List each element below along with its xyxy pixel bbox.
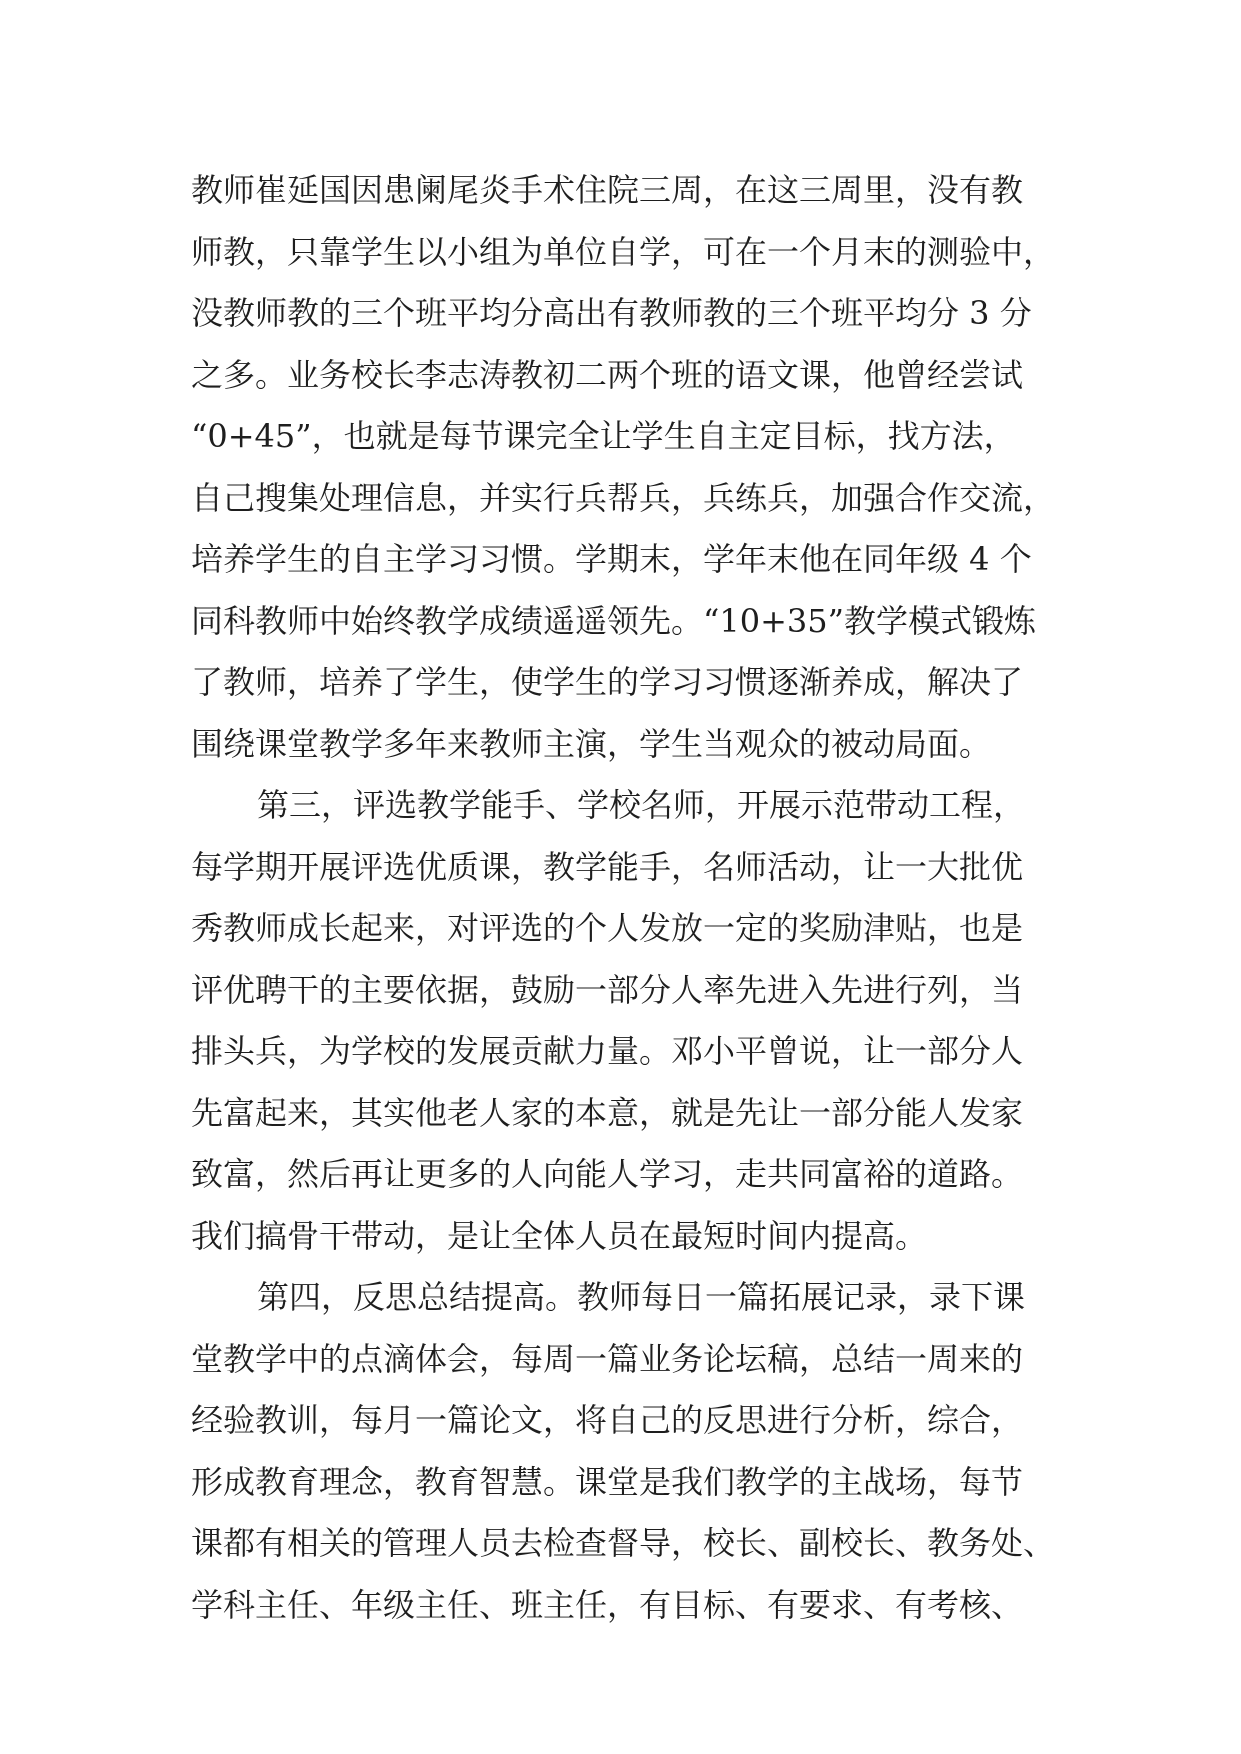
text-line: 教师崔延国因患阑尾炎手术住院三周，在这三周里，没有教	[191, 171, 1024, 209]
text-line: 秀教师成长起来，对评选的个人发放一定的奖励津贴，也是	[191, 909, 1024, 947]
text-line: 自己搜集处理信息，并实行兵帮兵，兵练兵，加强合作交流，	[191, 478, 1056, 517]
text-line: 同科教师中始终教学成绩遥遥领先。“10+35”教学模式锻炼	[191, 601, 1036, 640]
text-line: 评优聘干的主要依据，鼓励一部分人率先进入先进行列，当	[191, 970, 1024, 1009]
text-line: 课都有相关的管理人员去检查督导，校长、副校长、教务处、	[191, 1524, 1056, 1562]
text-line: 排头兵，为学校的发展贡献力量。邓小平曾说，让一部分人	[191, 1032, 1024, 1070]
text-line: 学科主任、年级主任、班主任，有目标、有要求、有考核、	[191, 1585, 1024, 1624]
text-line: 了教师，培养了学生，使学生的学习习惯逐渐养成，解决了	[191, 663, 1024, 701]
text-line: 第四，反思总结提高。教师每日一篇拓展记录，录下课	[257, 1278, 1026, 1316]
body-text	[191, 160, 1071, 1636]
text-line: 第三，评选教学能手、学校名师，开展示范带动工程，	[257, 786, 1026, 824]
text-line: 我们搞骨干带动，是让全体人员在最短时间内提高。	[191, 1216, 928, 1255]
text-line: 致富，然后再让更多的人向能人学习，走共同富裕的道路。	[191, 1155, 1024, 1193]
text-line: 没教师教的三个班平均分高出有教师教的三个班平均分 3 分	[191, 294, 1032, 332]
text-line: 形成教育理念，教育智慧。课堂是我们教学的主战场，每节	[191, 1462, 1024, 1501]
paragraph-third-point-body	[191, 837, 1071, 1268]
paragraph-fourth-point	[191, 1267, 1071, 1329]
text-line: 师教，只靠学生以小组为单位自学，可在一个月末的测验中，	[191, 232, 1056, 271]
text-line: 围绕课堂教学多年来教师主演，学生当观众的被动局面。	[191, 724, 992, 763]
paragraph-fourth-point-body	[191, 1329, 1071, 1637]
text-line: 经验教训，每月一篇论文，将自己的反思进行分析，综合，	[191, 1401, 1024, 1439]
text-line: 每学期开展评选优质课，教学能手，名师活动，让一大批优	[191, 847, 1024, 886]
text-line: 之多。业务校长李志涛教初二两个班的语文课，他曾经尝试	[191, 355, 1024, 394]
text-line: “0+45”，也就是每节课完全让学生自主定目标，找方法，	[191, 417, 1016, 455]
text-line: 先富起来，其实他老人家的本意，就是先让一部分能人发家	[191, 1093, 1024, 1132]
paragraph-third-point	[191, 775, 1071, 837]
paragraph-continuation	[191, 160, 1071, 775]
text-line: 堂教学中的点滴体会，每周一篇业务论坛稿，总结一周来的	[191, 1339, 1024, 1378]
text-line: 培养学生的自主学习习惯。学期末，学年末他在同年级 4 个	[191, 540, 1032, 578]
